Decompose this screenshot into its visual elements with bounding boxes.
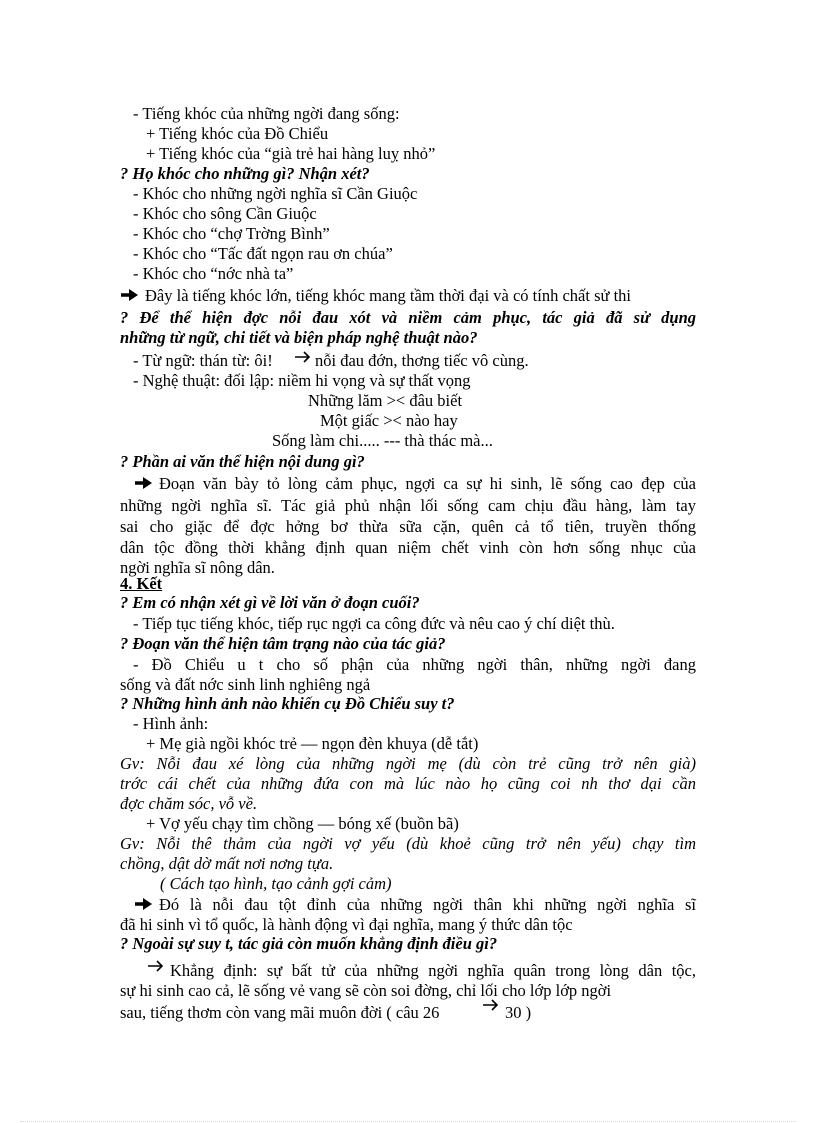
- page-border: [20, 1121, 796, 1122]
- teacher-note: đợc chăm sóc, vỗ về.: [120, 794, 258, 813]
- text-line: dân tộc đồng thời khẳng định quan niệm chết vinh còn hơn sống nhục của: [120, 538, 696, 557]
- question-heading: ? Để thể hiện đợc nỗi đau xót và niềm cảm phục, tác giả đã sử dụng: [120, 308, 696, 327]
- teacher-note: Gv: Nỗi thê thảm của ngời vợ yếu (dù khoẻ cũng trở nên yếu) chạy tìm: [120, 834, 696, 853]
- text-line: - Từ ngữ: thán từ: ôi!: [133, 351, 273, 370]
- text-line: - Khóc cho “Tấc đất ngọn rau ơn chúa”: [133, 244, 393, 263]
- arrow-right-icon: [294, 349, 312, 365]
- section-heading: 4. Kết: [120, 574, 163, 593]
- text-line: - Khóc cho những ngời nghĩa sĩ Cần Giuộc: [133, 184, 418, 203]
- text-line: - Khóc cho “nớc nhà ta”: [133, 264, 294, 283]
- text-line: + Tiếng khóc của Đồ Chiểu: [146, 124, 329, 143]
- text-line: Đây là tiếng khóc lớn, tiếng khóc mang tầm thời đại và có tính chất sử thi: [145, 286, 631, 305]
- arrow-right-icon: [482, 997, 500, 1013]
- text-line: sống và đất nớc sinh linh nghiêng ngả: [120, 675, 371, 694]
- text-line: - Khóc cho sông Cần Giuộc: [133, 204, 317, 223]
- teacher-note: trớc cái chết của những đứa con mà lúc nào họ cũng coi nh thơ dại cần: [120, 774, 696, 793]
- arrow-right-icon: [120, 288, 140, 302]
- text-line: - Khóc cho “chợ Trờng Bình”: [133, 224, 330, 243]
- question-heading: ? Em có nhận xét gì về lời văn ở đoạn cuối?: [120, 593, 420, 612]
- text-line: Đoạn văn bày tỏ lòng cảm phục, ngợi ca sự hi sinh, lẽ sống cao đẹp của: [159, 474, 696, 493]
- text-line: Một giấc >< nào hay: [320, 411, 458, 430]
- text-line: Khẳng định: sự bất tử của những ngời nghĩa quân trong lòng dân tộc,: [170, 961, 696, 980]
- question-heading: ? Những hình ảnh nào khiến cụ Đồ Chiểu suy t?: [120, 694, 455, 713]
- text-line: - Tiếp tục tiếng khóc, tiếp rục ngợi ca công đức và nêu cao ý chí diệt thù.: [133, 614, 615, 633]
- arrow-right-icon: [134, 476, 154, 490]
- text-line: Sống làm chi..... --- thà thác mà...: [272, 431, 493, 450]
- text-line: những ngời nghĩa sĩ. Tác giả phủ nhận lối sống cam chịu đầu hàng, làm tay: [120, 496, 696, 515]
- arrow-right-icon: [134, 897, 154, 911]
- question-heading: ? Phần ai văn thể hiện nội dung gì?: [120, 452, 365, 471]
- text-line: 30 ): [505, 1003, 532, 1022]
- text-line: ngời nghĩa sĩ nông dân.: [120, 558, 275, 577]
- text-line: Những lăm >< đâu biết: [308, 391, 463, 410]
- text-line: sai cho giặc để đợc hởng bơ thừa sữa cặn, quên cả tổ tiên, truyền thống: [120, 517, 696, 536]
- question-heading: ? Ngoài sự suy t, tác giả còn muốn khẳng định điều gì?: [120, 934, 498, 953]
- text-line: nỗi đau đớn, thơng tiếc vô cùng.: [315, 351, 529, 370]
- text-line: đã hi sinh vì tổ quốc, là hành động vì đại nghĩa, mang ý thức dân tộc: [120, 915, 573, 934]
- text-line: + Tiếng khóc của “già trẻ hai hàng luỵ nhỏ”: [146, 144, 436, 163]
- text-line: - Nghệ thuật: đối lập: niềm hi vọng và sự thất vọng: [133, 371, 471, 390]
- question-heading: ? Đoạn văn thể hiện tâm trạng nào của tác giả?: [120, 634, 446, 653]
- text-line: + Mẹ già ngồi khóc trẻ — ngọn đèn khuya (dễ tắt): [146, 734, 479, 753]
- text-line: Đó là nỗi đau tột đỉnh của những ngời thân khi những ngời nghĩa sĩ: [159, 895, 696, 914]
- text-line: - Đồ Chiểu u t cho số phận của những ngời thân, những ngời đang: [133, 655, 696, 674]
- question-heading: ? Họ khóc cho những gì? Nhận xét?: [120, 164, 370, 183]
- text-line: - Tiếng khóc của những ngời đang sống:: [133, 104, 400, 123]
- text-line: sự hi sinh cao cả, lẽ sống vẻ vang sẽ còn soi đờng, chỉ lối cho lớp lớp ngời: [120, 981, 612, 1000]
- text-line: + Vợ yếu chạy tìm chồng — bóng xế (buồn bã): [146, 814, 459, 833]
- teacher-note: Gv: Nỗi đau xé lòng của những ngời mẹ (dù còn trẻ cũng trở nên già): [120, 754, 696, 773]
- teacher-note: chồng, dật dờ mất nơi nơng tựa.: [120, 854, 334, 873]
- teacher-note: ( Cách tạo hình, tạo cảnh gợi cảm): [160, 874, 392, 893]
- question-heading: những từ ngữ, chi tiết và biện pháp nghệ thuật nào?: [120, 328, 478, 347]
- text-line: sau, tiếng thơm còn vang mãi muôn đời ( câu 26: [120, 1003, 440, 1022]
- text-line: - Hình ảnh:: [133, 714, 209, 733]
- arrow-right-icon: [147, 958, 165, 974]
